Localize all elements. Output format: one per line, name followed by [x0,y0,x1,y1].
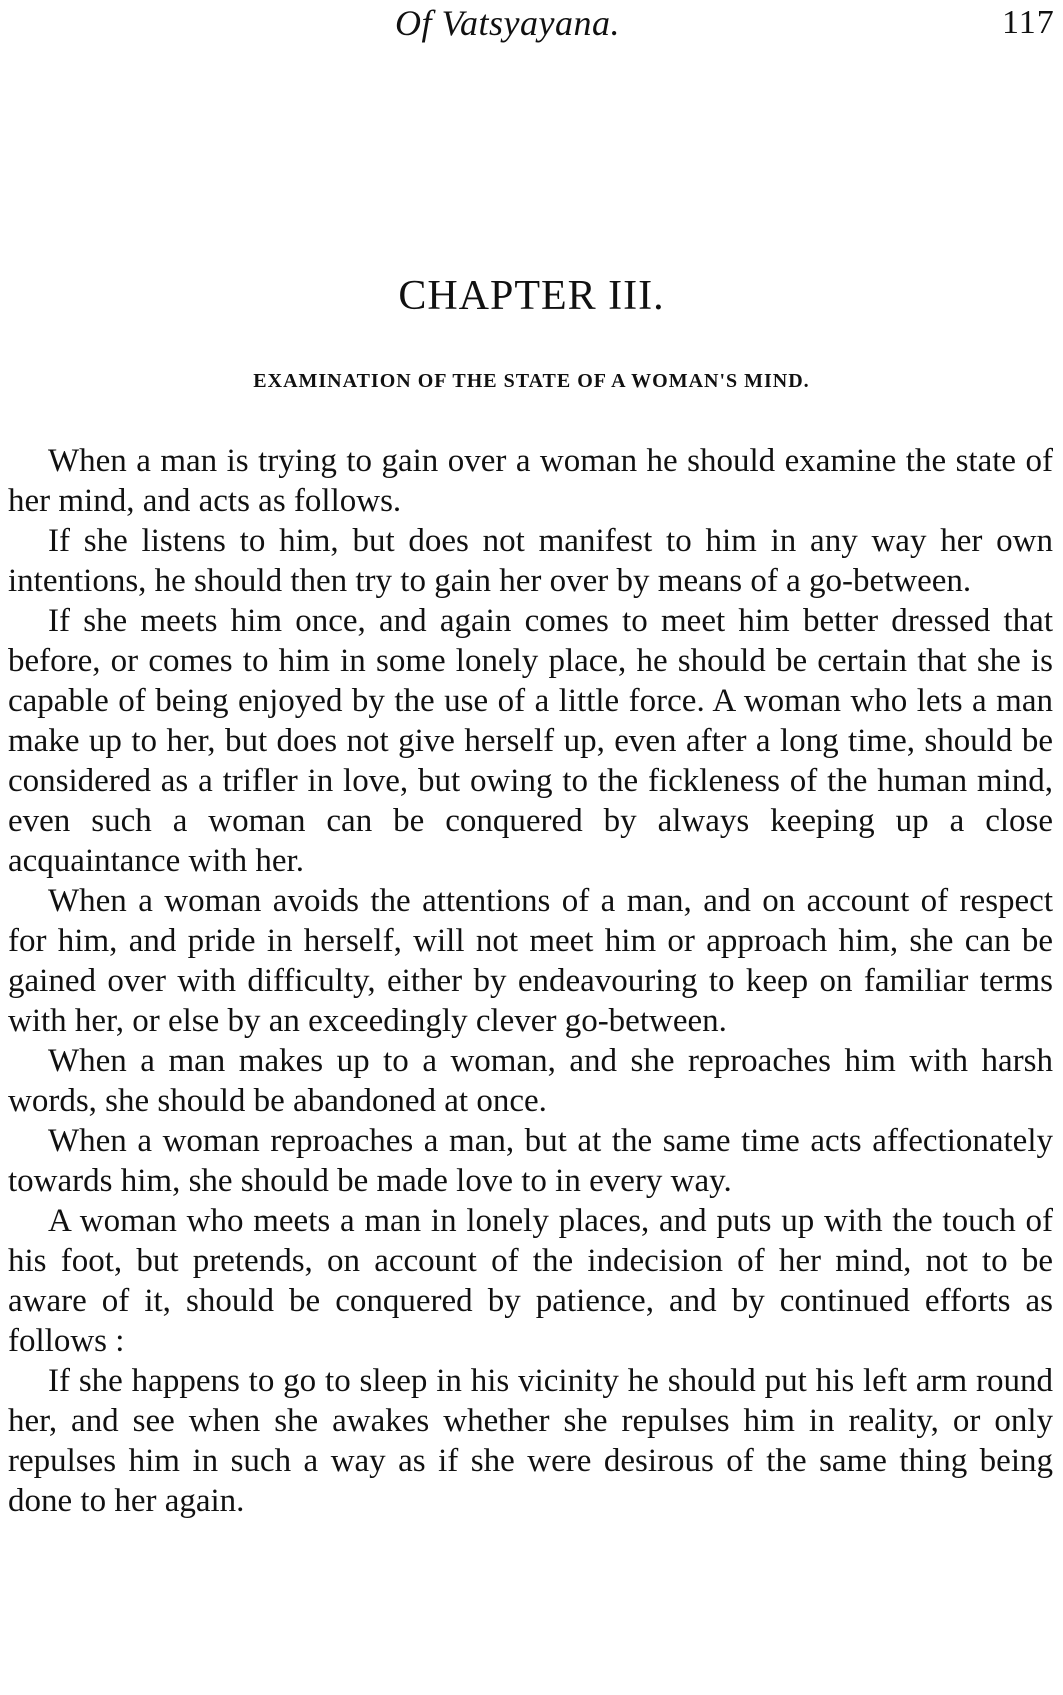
page-number: 117 [1002,4,1055,41]
paragraph: If she meets him once, and again comes to meet him better dressed that before, or comes to him in some lonely place, he should be certain that she is capable of being enjoyed by the use of a little force. A woman who lets a man make up to her, but does not give herself up, even after a long time, should be considered as a trifler in love, but owing to the fickleness of the human mind, even such a woman can be conquered by always keeping up a close acquaintance with her. [8,603,1053,879]
paragraph: If she listens to him, but does not manifest to him in any way her own intentions, he should then try to gain her over by means of a go-between. [8,523,1053,599]
chapter-subtitle: EXAMINATION OF THE STATE OF A WOMAN'S MIND. [253,370,810,392]
paragraph: When a man is trying to gain over a woman he should examine the state of her mind, and acts as follows. [8,443,1053,519]
paragraph: When a woman avoids the attentions of a man, and on account of respect for him, and pride in herself, will not meet him or approach him, she can be gained over with difficulty, either by endeavouring to keep on familiar terms with her, or else by an exceedingly clever go-between. [8,883,1053,1039]
paragraph: A woman who meets a man in lonely places, and puts up with the touch of his foot, but pretends, on account of the indecision of her mind, not to be aware of it, should be conquered by patience, and by continued efforts as follows : [8,1203,1053,1359]
paragraph: If she happens to go to sleep in his vicinity he should put his left arm round her, and see when she awakes whether she repulses him in reality, or only repulses him in such a way as if she were desirous of the same thing being done to her again. [8,1363,1053,1519]
running-title: Of Vatsyayana. [395,3,620,43]
chapter-title: CHAPTER III. [398,273,665,319]
paragraph: When a man makes up to a woman, and she reproaches him with harsh words, she should be abandoned at once. [8,1043,1053,1119]
chapter-body [8,441,1053,1521]
paragraph: When a woman reproaches a man, but at the same time acts affectionately towards him, she should be made love to in every way. [8,1123,1053,1199]
